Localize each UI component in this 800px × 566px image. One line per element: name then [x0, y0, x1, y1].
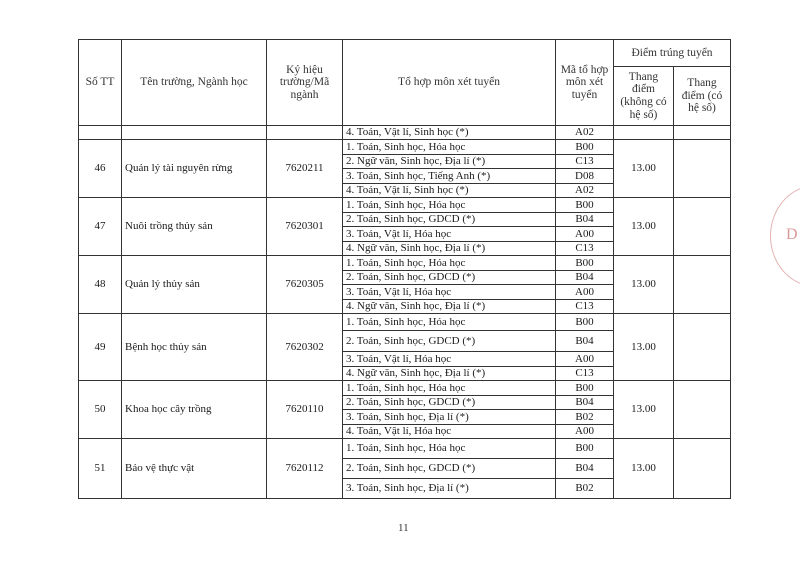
program-name: Quản lý thủy sản	[122, 256, 267, 314]
header-name: Tên trường, Ngành học	[122, 40, 267, 126]
header-combo-code: Mã tổ hợp môn xét tuyển	[556, 40, 614, 126]
table-row	[79, 256, 731, 271]
combo-code: B04	[556, 459, 614, 479]
combo-code: A02	[556, 126, 614, 140]
program-stt: 50	[79, 381, 122, 439]
score-scale-a: 13.00	[614, 140, 674, 198]
combo-code: B00	[556, 439, 614, 459]
combo-code: B00	[556, 381, 614, 396]
combo-option: 2. Toán, Sinh học, GDCD (*)	[343, 459, 556, 479]
stamp-letter: D	[786, 226, 798, 243]
table-row	[79, 126, 731, 140]
combo-code: C13	[556, 299, 614, 314]
combo-code: A00	[556, 285, 614, 300]
program-code: 7620112	[267, 439, 343, 499]
combo-option: 1. Toán, Sinh học, Hóa học	[343, 381, 556, 396]
program-name: Bệnh học thủy sản	[122, 314, 267, 381]
cell	[674, 126, 731, 140]
program-code: 7620301	[267, 198, 343, 256]
combo-option: 2. Ngữ văn, Sinh học, Địa lí (*)	[343, 154, 556, 169]
program-code: 7620305	[267, 256, 343, 314]
program-stt: 49	[79, 314, 122, 381]
table-row	[79, 314, 731, 331]
combo-option: 1. Toán, Sinh học, Hóa học	[343, 314, 556, 331]
combo-code: B00	[556, 256, 614, 271]
combo-code: B00	[556, 198, 614, 213]
program-name: Bảo vệ thực vật	[122, 439, 267, 499]
table-row	[79, 381, 731, 396]
combo-option: 1. Toán, Sinh học, Hóa học	[343, 439, 556, 459]
header-score: Điểm trúng tuyển	[614, 40, 731, 67]
score-scale-a: 13.00	[614, 381, 674, 439]
combo-option: 1. Toán, Sinh học, Hóa học	[343, 256, 556, 271]
score-scale-a: 13.00	[614, 314, 674, 381]
header-scale-b: Thang điểm (có hệ số)	[674, 67, 731, 126]
program-code: 7620211	[267, 140, 343, 198]
score-scale-a: 13.00	[614, 198, 674, 256]
score-scale-b	[674, 381, 731, 439]
combo-code: A00	[556, 227, 614, 242]
combo-code: B00	[556, 140, 614, 155]
score-scale-b	[674, 256, 731, 314]
combo-option: 2. Toán, Sinh học, GDCD (*)	[343, 395, 556, 410]
header-scale-a: Thang điểm (không có hệ số)	[614, 67, 674, 126]
combo-option: 1. Toán, Sinh học, Hóa học	[343, 140, 556, 155]
program-code: 7620110	[267, 381, 343, 439]
table-row	[79, 198, 731, 213]
combo-option: 3. Toán, Vật lí, Hóa học	[343, 227, 556, 242]
combo-code: A02	[556, 183, 614, 198]
table-row	[79, 140, 731, 155]
program-name: Khoa học cây trồng	[122, 381, 267, 439]
program-name: Nuôi trồng thủy sản	[122, 198, 267, 256]
cell	[122, 126, 267, 140]
combo-code: B04	[556, 395, 614, 410]
combo-code: C13	[556, 366, 614, 381]
score-scale-b	[674, 314, 731, 381]
table-row	[79, 439, 731, 459]
program-stt: 51	[79, 439, 122, 499]
program-name: Quản lý tài nguyên rừng	[122, 140, 267, 198]
combo-option: 4. Ngữ văn, Sinh học, Địa lí (*)	[343, 299, 556, 314]
score-scale-b	[674, 140, 731, 198]
combo-option: 3. Toán, Sinh học, Địa lí (*)	[343, 410, 556, 425]
combo-code: B02	[556, 479, 614, 499]
program-stt: 47	[79, 198, 122, 256]
combo-code: A00	[556, 352, 614, 367]
combo-code: C13	[556, 154, 614, 169]
combo-option: 2. Toán, Sinh học, GDCD (*)	[343, 331, 556, 352]
program-stt: 48	[79, 256, 122, 314]
combo-option: 3. Toán, Sinh học, Tiếng Anh (*)	[343, 169, 556, 184]
program-stt: 46	[79, 140, 122, 198]
table-body	[79, 126, 731, 499]
combo-code: D08	[556, 169, 614, 184]
combo-option: 3. Toán, Vật lí, Hóa học	[343, 352, 556, 367]
combo-code: B00	[556, 314, 614, 331]
page-number: 11	[398, 522, 409, 534]
score-scale-a: 13.00	[614, 256, 674, 314]
combo-code: B04	[556, 331, 614, 352]
combo-option: 2. Toán, Sinh học, GDCD (*)	[343, 270, 556, 285]
score-scale-b	[674, 439, 731, 499]
header-combo: Tổ hợp môn xét tuyển	[343, 40, 556, 126]
cell	[614, 126, 674, 140]
combo-code: B04	[556, 212, 614, 227]
cell	[79, 126, 122, 140]
combo-option: 3. Toán, Vật lí, Hóa học	[343, 285, 556, 300]
combo-option: 4. Toán, Vật lí, Hóa học	[343, 424, 556, 439]
header-stt: Số TT	[79, 40, 122, 126]
admission-score-table	[78, 39, 731, 499]
cell	[267, 126, 343, 140]
combo-code: C13	[556, 241, 614, 256]
combo-code: A00	[556, 424, 614, 439]
combo-option: 4. Toán, Vật lí, Sinh học (*)	[343, 183, 556, 198]
program-code: 7620302	[267, 314, 343, 381]
combo-option: 3. Toán, Sinh học, Địa lí (*)	[343, 479, 556, 499]
header-code: Ký hiệu trường/Mã ngành	[267, 40, 343, 126]
score-scale-a: 13.00	[614, 439, 674, 499]
combo-code: B04	[556, 270, 614, 285]
combo-code: B02	[556, 410, 614, 425]
combo-option: 1. Toán, Sinh học, Hóa học	[343, 198, 556, 213]
combo-option: 2. Toán, Sinh học, GDCD (*)	[343, 212, 556, 227]
combo-option: 4. Ngữ văn, Sinh học, Địa lí (*)	[343, 241, 556, 256]
score-scale-b	[674, 198, 731, 256]
combo-option: 4. Ngữ văn, Sinh học, Địa lí (*)	[343, 366, 556, 381]
combo-option: 4. Toán, Vật lí, Sinh học (*)	[343, 126, 556, 140]
